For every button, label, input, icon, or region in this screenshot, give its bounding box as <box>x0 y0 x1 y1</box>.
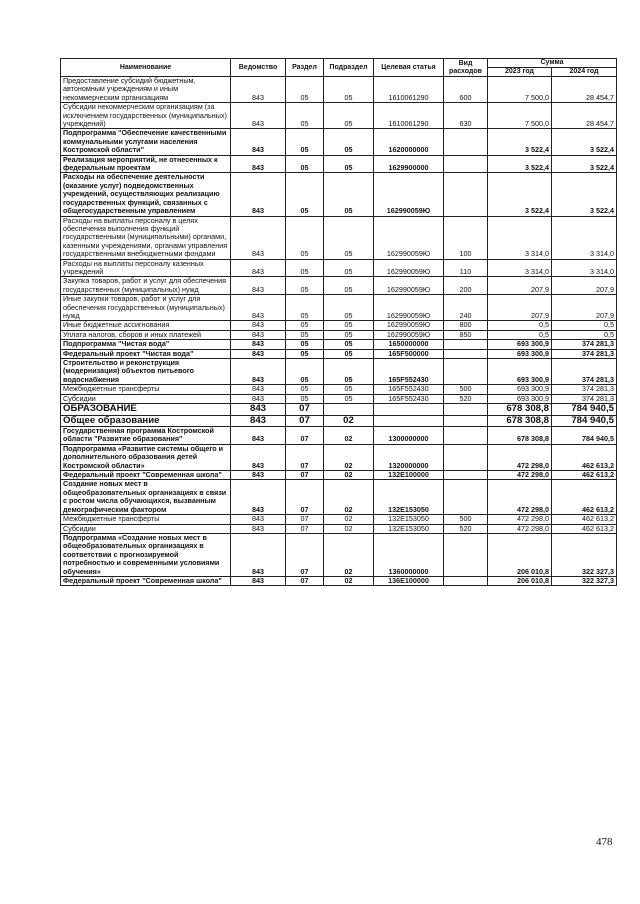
table-row <box>61 259 617 277</box>
row-sum-2024: 28 454,7 <box>552 77 617 103</box>
row-dept: 843 <box>231 277 286 295</box>
row-dept: 843 <box>231 216 286 259</box>
row-sum-2023: 693 300,9 <box>488 349 552 358</box>
row-name: Субсидии <box>61 524 231 533</box>
row-exptype <box>444 340 488 349</box>
row-exptype: 500 <box>444 515 488 524</box>
row-sum-2023: 3 314,0 <box>488 259 552 277</box>
row-sum-2023: 693 300,9 <box>488 340 552 349</box>
header-section: Раздел <box>286 59 324 77</box>
row-name: Предоставление субсидий бюджетным, автономным учреждениям и иным некоммерческим организациям <box>61 77 231 103</box>
row-subsection: 02 <box>324 533 374 576</box>
row-subsection: 02 <box>324 480 374 515</box>
row-target: 132E153050 <box>374 515 444 524</box>
row-exptype: 520 <box>444 524 488 533</box>
row-sum-2023: 678 308,8 <box>488 404 552 416</box>
row-section: 05 <box>286 330 324 339</box>
row-sum-2024: 3 522,4 <box>552 129 617 155</box>
row-subsection: 05 <box>324 173 374 216</box>
header-exptype: Вид расходов <box>444 59 488 77</box>
row-exptype <box>444 155 488 173</box>
row-target: 162990059Ю <box>374 295 444 321</box>
row-sum-2023: 472 298,0 <box>488 444 552 470</box>
row-target: 136E100000 <box>374 576 444 585</box>
row-section: 07 <box>286 480 324 515</box>
row-subsection: 05 <box>324 349 374 358</box>
row-name: Подпрограмма "Обеспечение качественными коммунальными услугами населения Костромской области" <box>61 129 231 155</box>
row-sum-2023: 678 308,8 <box>488 427 552 445</box>
row-sum-2024: 28 454,7 <box>552 103 617 129</box>
row-target: 1620000000 <box>374 129 444 155</box>
row-name: Реализация мероприятий, не отнесенных к федеральным проектам <box>61 155 231 173</box>
row-exptype <box>444 349 488 358</box>
row-dept: 843 <box>231 480 286 515</box>
row-sum-2023: 207,9 <box>488 295 552 321</box>
row-sum-2024: 374 281,3 <box>552 394 617 403</box>
row-name: Подпрограмма «Создание новых мест в общеобразовательных организациях в соответствии с прогнозируемой потребностью и современными условиями обучения» <box>61 533 231 576</box>
row-name: Подпрограмма «Развитие системы общего и дополнительного образования детей Костромской области» <box>61 444 231 470</box>
row-subsection: 02 <box>324 515 374 524</box>
row-dept: 843 <box>231 77 286 103</box>
table-body <box>61 77 617 586</box>
row-name: Субсидии <box>61 394 231 403</box>
row-sum-2023: 7 500,0 <box>488 77 552 103</box>
row-name: Подпрограмма "Чистая вода" <box>61 340 231 349</box>
table-row <box>61 103 617 129</box>
row-sum-2024: 3 522,4 <box>552 173 617 216</box>
row-dept: 843 <box>231 415 286 427</box>
row-dept: 843 <box>231 340 286 349</box>
row-section: 07 <box>286 471 324 480</box>
row-sum-2023: 472 298,0 <box>488 471 552 480</box>
row-exptype <box>444 404 488 416</box>
table-row <box>61 359 617 385</box>
table-row <box>61 427 617 445</box>
row-dept: 843 <box>231 359 286 385</box>
row-subsection: 05 <box>324 321 374 330</box>
header-subsection: Подраздел <box>324 59 374 77</box>
row-name: Уплата налогов, сборов и иных платежей <box>61 330 231 339</box>
table-row <box>61 277 617 295</box>
row-section: 05 <box>286 349 324 358</box>
table-row <box>61 576 617 585</box>
row-dept: 843 <box>231 515 286 524</box>
row-name: Межбюджетные трансферты <box>61 385 231 394</box>
row-target: 132E153050 <box>374 524 444 533</box>
header-name: Наименование <box>61 59 231 77</box>
row-exptype: 600 <box>444 77 488 103</box>
table-row <box>61 77 617 103</box>
row-sum-2024: 462 613,2 <box>552 524 617 533</box>
row-dept: 843 <box>231 103 286 129</box>
row-section: 05 <box>286 77 324 103</box>
row-name: Создание новых мест в общеобразовательных организациях в связи с ростом числа обучающихся, вызванным демографическим фактором <box>61 480 231 515</box>
row-exptype <box>444 173 488 216</box>
row-sum-2024: 784 940,5 <box>552 427 617 445</box>
row-target: 1300000000 <box>374 427 444 445</box>
row-subsection: 05 <box>324 330 374 339</box>
row-sum-2023: 472 298,0 <box>488 515 552 524</box>
table-row <box>61 340 617 349</box>
row-sum-2023: 0,5 <box>488 330 552 339</box>
row-dept: 843 <box>231 155 286 173</box>
row-sum-2024: 3 522,4 <box>552 155 617 173</box>
row-section: 07 <box>286 533 324 576</box>
row-dept: 843 <box>231 444 286 470</box>
row-dept: 843 <box>231 173 286 216</box>
row-dept: 843 <box>231 404 286 416</box>
row-name: Федеральный проект "Современная школа" <box>61 471 231 480</box>
row-exptype <box>444 427 488 445</box>
row-target: 165F500000 <box>374 349 444 358</box>
row-target: 1610061290 <box>374 77 444 103</box>
row-subsection: 05 <box>324 394 374 403</box>
row-sum-2024: 0,5 <box>552 330 617 339</box>
row-exptype: 630 <box>444 103 488 129</box>
row-name: Закупка товаров, работ и услуг для обеспечения государственных (муниципальных) нужд <box>61 277 231 295</box>
row-sum-2023: 3 522,4 <box>488 129 552 155</box>
row-sum-2024: 207,9 <box>552 295 617 321</box>
row-section: 05 <box>286 259 324 277</box>
row-dept: 843 <box>231 576 286 585</box>
row-section: 05 <box>286 129 324 155</box>
row-name: ОБРАЗОВАНИЕ <box>61 404 231 416</box>
row-exptype: 500 <box>444 385 488 394</box>
row-dept: 843 <box>231 129 286 155</box>
row-name: Общее образование <box>61 415 231 427</box>
row-name: Расходы на обеспечение деятельности (оказание услуг) подведомственных учреждений, осуществляющих реализацию государственных функций, связанных с общегосударственным управлением <box>61 173 231 216</box>
row-target: 165F552430 <box>374 394 444 403</box>
row-section: 05 <box>286 340 324 349</box>
row-subsection: 02 <box>324 471 374 480</box>
row-exptype <box>444 576 488 585</box>
row-section: 05 <box>286 277 324 295</box>
table-row <box>61 524 617 533</box>
row-subsection: 02 <box>324 576 374 585</box>
table-row <box>61 444 617 470</box>
row-target: 132E100000 <box>374 471 444 480</box>
row-sum-2024: 784 940,5 <box>552 404 617 416</box>
row-subsection: 05 <box>324 259 374 277</box>
row-exptype <box>444 359 488 385</box>
row-target: 132E153050 <box>374 480 444 515</box>
row-exptype <box>444 444 488 470</box>
row-subsection: 05 <box>324 129 374 155</box>
row-target: 1320000000 <box>374 444 444 470</box>
row-section: 07 <box>286 444 324 470</box>
row-exptype <box>444 415 488 427</box>
row-dept: 843 <box>231 471 286 480</box>
row-target: 1610061290 <box>374 103 444 129</box>
row-exptype <box>444 471 488 480</box>
row-section: 07 <box>286 515 324 524</box>
row-name: Субсидии некоммерческим организациям (за исключением государственных (муниципальных) учреждений) <box>61 103 231 129</box>
row-sum-2024: 322 327,3 <box>552 576 617 585</box>
row-dept: 843 <box>231 321 286 330</box>
row-subsection: 05 <box>324 77 374 103</box>
row-sum-2024: 322 327,3 <box>552 533 617 576</box>
row-subsection: 05 <box>324 385 374 394</box>
row-sum-2024: 374 281,3 <box>552 385 617 394</box>
row-section: 07 <box>286 524 324 533</box>
row-target: 1650000000 <box>374 340 444 349</box>
table-row <box>61 415 617 427</box>
row-dept: 843 <box>231 385 286 394</box>
row-target: 162990059Ю <box>374 277 444 295</box>
row-name: Федеральный проект "Современная школа" <box>61 576 231 585</box>
row-target: 162990059Ю <box>374 321 444 330</box>
table-row <box>61 385 617 394</box>
row-target: 162990059Ю <box>374 259 444 277</box>
row-sum-2023: 693 300,9 <box>488 385 552 394</box>
row-sum-2023: 3 314,0 <box>488 216 552 259</box>
header-2023: 2023 год <box>488 68 552 77</box>
row-sum-2023: 206 010,8 <box>488 576 552 585</box>
row-exptype: 520 <box>444 394 488 403</box>
table-row <box>61 129 617 155</box>
table-row <box>61 216 617 259</box>
row-sum-2024: 374 281,3 <box>552 340 617 349</box>
table-row <box>61 404 617 416</box>
row-sum-2023: 693 300,9 <box>488 394 552 403</box>
row-name: Иные закупки товаров, работ и услуг для обеспечения государственных (муниципальных) нужд <box>61 295 231 321</box>
header-dept: Ведомство <box>231 59 286 77</box>
header-target: Целевая статья <box>374 59 444 77</box>
row-sum-2024: 3 314,0 <box>552 216 617 259</box>
row-dept: 843 <box>231 295 286 321</box>
row-target: 1360000000 <box>374 533 444 576</box>
row-sum-2024: 0,5 <box>552 321 617 330</box>
row-section: 07 <box>286 404 324 416</box>
row-dept: 843 <box>231 524 286 533</box>
row-sum-2023: 0,5 <box>488 321 552 330</box>
row-dept: 843 <box>231 259 286 277</box>
row-name: Государственная программа Костромской области "Развитие образования" <box>61 427 231 445</box>
row-target <box>374 415 444 427</box>
row-sum-2024: 207,9 <box>552 277 617 295</box>
row-section: 05 <box>286 103 324 129</box>
row-section: 05 <box>286 394 324 403</box>
table-row <box>61 173 617 216</box>
row-sum-2023: 472 298,0 <box>488 524 552 533</box>
row-dept: 843 <box>231 427 286 445</box>
table-row <box>61 155 617 173</box>
page-number: 478 <box>596 836 613 848</box>
row-exptype: 200 <box>444 277 488 295</box>
row-subsection: 05 <box>324 277 374 295</box>
row-sum-2024: 3 314,0 <box>552 259 617 277</box>
row-sum-2023: 207,9 <box>488 277 552 295</box>
row-subsection: 05 <box>324 295 374 321</box>
table-row <box>61 533 617 576</box>
row-sum-2024: 374 281,3 <box>552 359 617 385</box>
table-row <box>61 321 617 330</box>
row-section: 05 <box>286 173 324 216</box>
row-section: 07 <box>286 576 324 585</box>
row-sum-2024: 462 613,2 <box>552 480 617 515</box>
row-section: 05 <box>286 385 324 394</box>
row-subsection: 05 <box>324 359 374 385</box>
budget-page <box>60 58 616 586</box>
row-dept: 843 <box>231 330 286 339</box>
row-subsection: 05 <box>324 103 374 129</box>
row-section: 05 <box>286 216 324 259</box>
row-subsection: 02 <box>324 524 374 533</box>
row-dept: 843 <box>231 394 286 403</box>
row-sum-2023: 3 522,4 <box>488 155 552 173</box>
table-row <box>61 515 617 524</box>
row-exptype <box>444 129 488 155</box>
row-name: Расходы на выплаты персоналу казенных учреждений <box>61 259 231 277</box>
row-section: 05 <box>286 321 324 330</box>
row-name: Расходы на выплаты персоналу в целях обеспечения выполнения функций государственными (муниципальными) органами, казенными учреждениями, органами управления государственными внебюджетными фондами <box>61 216 231 259</box>
row-exptype: 110 <box>444 259 488 277</box>
row-sum-2024: 462 613,2 <box>552 444 617 470</box>
table-row <box>61 480 617 515</box>
row-target: 165F552430 <box>374 385 444 394</box>
row-sum-2023: 678 308,8 <box>488 415 552 427</box>
row-exptype <box>444 480 488 515</box>
row-sum-2024: 374 281,3 <box>552 349 617 358</box>
table-header <box>61 59 617 77</box>
row-sum-2023: 3 522,4 <box>488 173 552 216</box>
row-name: Федеральный проект "Чистая вода" <box>61 349 231 358</box>
budget-table <box>60 58 617 586</box>
row-target <box>374 404 444 416</box>
row-target: 1629900000 <box>374 155 444 173</box>
row-exptype <box>444 533 488 576</box>
row-subsection: 02 <box>324 427 374 445</box>
row-section: 05 <box>286 295 324 321</box>
row-dept: 843 <box>231 349 286 358</box>
row-sum-2024: 784 940,5 <box>552 415 617 427</box>
header-2024: 2024 год <box>552 68 617 77</box>
row-target: 162990059Ю <box>374 330 444 339</box>
row-target: 165F552430 <box>374 359 444 385</box>
row-section: 07 <box>286 415 324 427</box>
row-dept: 843 <box>231 533 286 576</box>
row-target: 162990059Ю <box>374 173 444 216</box>
row-section: 05 <box>286 155 324 173</box>
row-sum-2023: 206 010,8 <box>488 533 552 576</box>
row-exptype: 240 <box>444 295 488 321</box>
row-name: Межбюджетные трансферты <box>61 515 231 524</box>
row-subsection: 02 <box>324 415 374 427</box>
table-row <box>61 295 617 321</box>
row-section: 07 <box>286 427 324 445</box>
row-sum-2023: 7 500,0 <box>488 103 552 129</box>
header-sum: Сумма <box>488 59 617 68</box>
row-exptype: 800 <box>444 321 488 330</box>
row-sum-2024: 462 613,2 <box>552 471 617 480</box>
row-name: Иные бюджетные ассигнования <box>61 321 231 330</box>
row-subsection: 05 <box>324 216 374 259</box>
row-target: 162990059Ю <box>374 216 444 259</box>
row-sum-2023: 472 298,0 <box>488 480 552 515</box>
row-exptype: 100 <box>444 216 488 259</box>
row-section: 05 <box>286 359 324 385</box>
row-subsection: 05 <box>324 155 374 173</box>
row-subsection <box>324 404 374 416</box>
row-name: Строительство и реконструкция (модернизация) объектов питьевого водоснабжения <box>61 359 231 385</box>
row-sum-2024: 462 613,2 <box>552 515 617 524</box>
row-sum-2023: 693 300,9 <box>488 359 552 385</box>
row-subsection: 02 <box>324 444 374 470</box>
row-exptype: 850 <box>444 330 488 339</box>
row-subsection: 05 <box>324 340 374 349</box>
